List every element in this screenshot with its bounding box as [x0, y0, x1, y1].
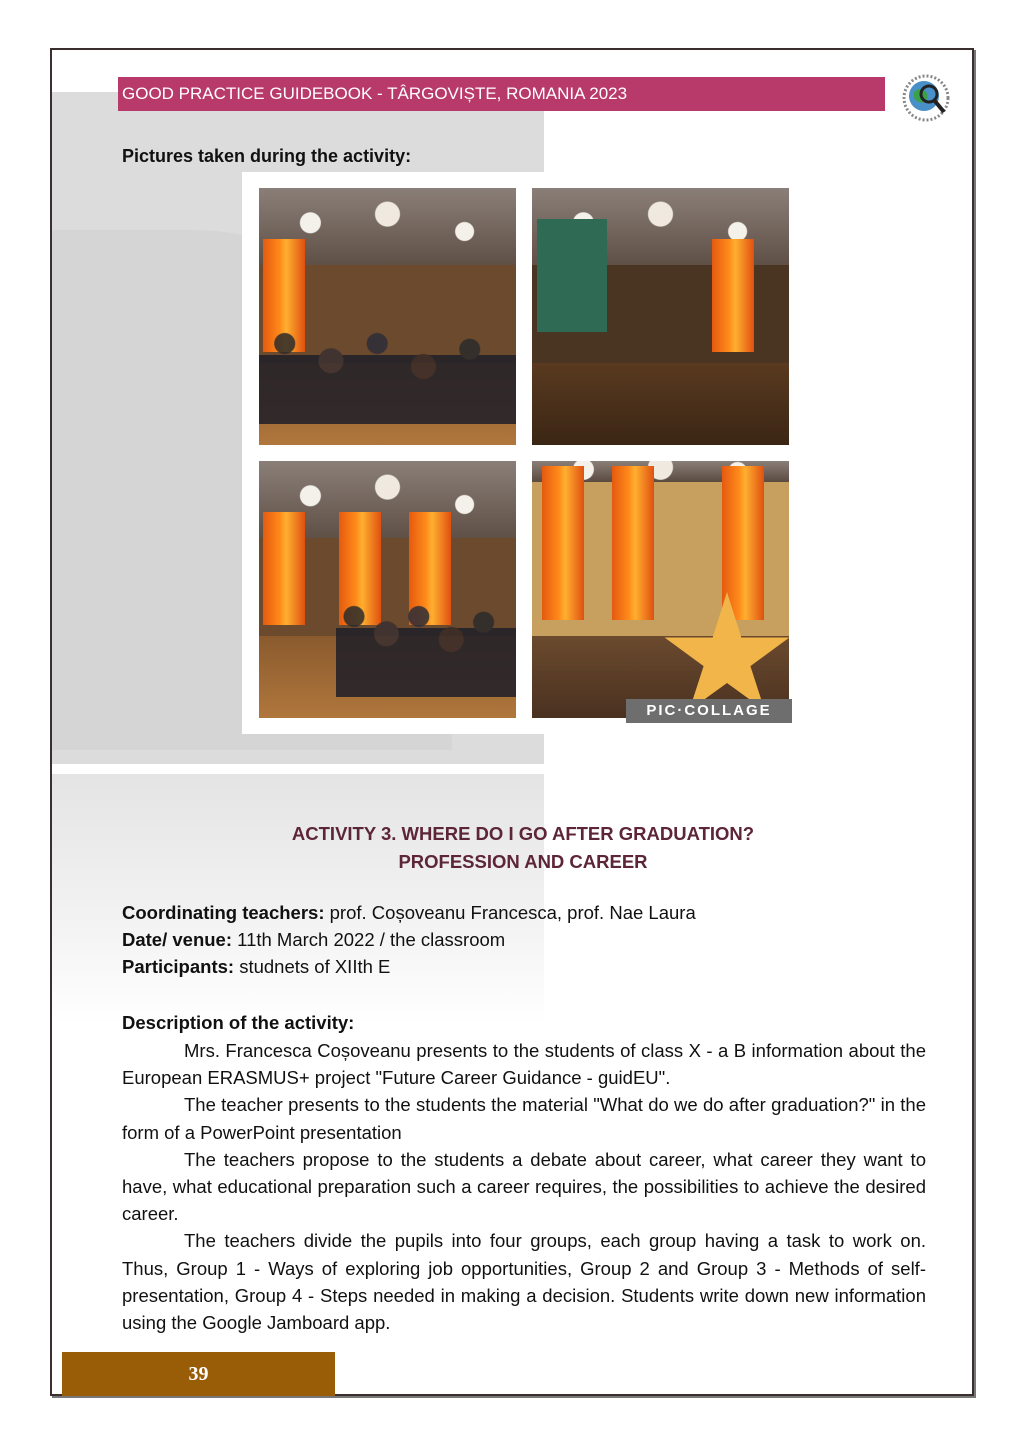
background-watermark-lower [52, 774, 544, 1024]
date-venue [122, 929, 505, 951]
page-number: 39 [188, 1363, 209, 1385]
pic-collage-badge: PIC·COLLAGE [626, 699, 792, 723]
participants-value: studnets of XIIth E [234, 956, 391, 977]
description-paragraph: The teachers divide the pupils into four groups, each group having a task to work on. Thus, Group 1 - Ways of exploring job opportunities, Group 2 and Group 3 - Methods of self-presentation, Group 4 - Steps needed in making a decision. Students write down new information using the Google Jamboard app. [122, 1230, 926, 1334]
participants-label: Participants: [122, 956, 235, 977]
description-paragraph: The teachers propose to the students a debate about career, what career they want to have, what educational preparation such a career requires, the possibilities to achieve the desired career. [122, 1148, 926, 1225]
participants [122, 956, 390, 978]
description-body [122, 1037, 926, 1336]
coordinating-teachers [122, 902, 696, 924]
photo-collage [242, 172, 804, 734]
description-title: Description of the activity: [122, 1012, 355, 1033]
photo-classroom-audience [259, 188, 516, 445]
pictures-label: Pictures taken during the activity: [122, 146, 412, 166]
coordinating-label: Coordinating teachers: [122, 902, 325, 923]
description-paragraph: The teacher presents to the students the material "What do we do after graduation?" in the form of a PowerPoint presentation [122, 1094, 926, 1143]
date-label: Date/ venue: [122, 929, 233, 950]
globe-magnifier-logo-icon [902, 74, 950, 122]
activity-title [180, 820, 866, 876]
coordinating-value: prof. Coșoveanu Francesca, prof. Nae Laura [324, 902, 696, 923]
date-value: 11th March 2022 / the classroom [232, 929, 506, 950]
activity-title-line2: PROFESSION AND CAREER [398, 851, 648, 872]
description-paragraph: Mrs. Francesca Coșoveanu presents to the students of class X - a B information about the European ERASMUS+ project "Future Career Guidance - guidEU". [122, 1040, 926, 1089]
photo-projector-presentation [532, 188, 789, 445]
photo-speakers-front [259, 461, 516, 718]
activity-title-line1: ACTIVITY 3. WHERE DO I GO AFTER GRADUATION? [291, 823, 755, 844]
header-title: GOOD PRACTICE GUIDEBOOK - TÂRGOVIȘTE, ROMANIA 2023 [122, 84, 628, 103]
